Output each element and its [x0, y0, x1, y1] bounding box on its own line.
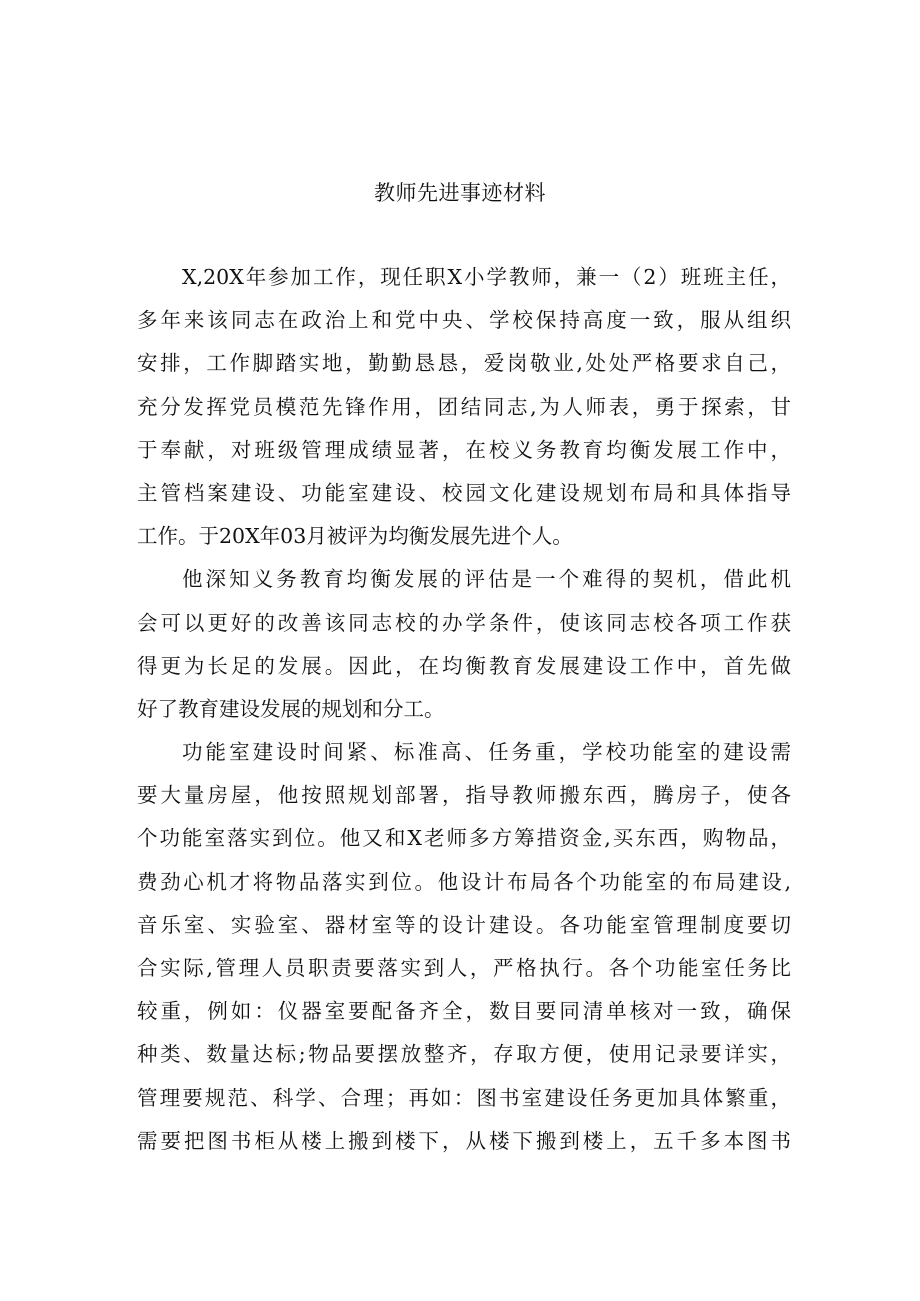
text-line: 主管档案建设、功能室建设、校园文化建设规划布局和具体指导 — [137, 480, 791, 505]
text-line: 个功能室落实到位。他又和X老师多方筹措资金,买东西，购物品， — [137, 826, 791, 851]
document-title: 教师先进事迹材料 — [374, 181, 546, 205]
text-line: 好了教育建设发展的规划和分工。 — [137, 696, 445, 721]
text-line: 较重，例如：仪器室要配备齐全，数目要同清单核对一致，确保 — [137, 999, 791, 1024]
text-line: 功能室建设时间紧、标准高、任务重，学校功能室的建设需 — [182, 740, 791, 765]
text-line: 音乐室、实验室、器材室等的设计建设。各功能室管理制度要切 — [137, 912, 791, 937]
text-line: 多年来该同志在政治上和党中央、学校保持高度一致，服从组织 — [137, 308, 791, 333]
text-line: 会可以更好的改善该同志校的办学条件，使该同志校各项工作获 — [137, 610, 791, 635]
text-line: 需要把图书柜从楼上搬到楼下，从楼下搬到楼上，五千多本图书 — [137, 1128, 791, 1153]
text-line: 工作。于20X年03月被评为均衡发展先进个人。 — [137, 524, 573, 549]
text-line: 安排，工作脚踏实地，勤勤恳恳，爱岗敬业,处处严格要求自己， — [137, 351, 791, 376]
text-line: 于奉献，对班级管理成绩显著，在校义务教育均衡发展工作中， — [137, 437, 791, 462]
text-line: 得更为长足的发展。因此，在均衡教育发展建设工作中，首先做 — [137, 653, 791, 678]
text-line: X,20X年参加工作，现任职X小学教师，兼一（2）班班主任， — [182, 265, 791, 289]
document-body — [137, 256, 791, 1163]
text-line: 管理要规范、科学、合理；再如：图书室建设任务更加具体繁重， — [137, 1085, 791, 1110]
text-line: 合实际,管理人员职责要落实到人，严格执行。各个功能室任务比 — [137, 956, 791, 980]
text-line: 种类、数量达标;物品要摆放整齐，存取方便，使用记录要详实， — [137, 1042, 791, 1067]
text-line: 他深知义务教育均衡发展的评估是一个难得的契机，借此机 — [182, 567, 791, 592]
text-line: 要大量房屋，他按照规划部署，指导教师搬东西，腾房子，使各 — [137, 783, 791, 808]
text-line: 费劲心机才将物品落实到位。他设计布局各个功能室的布局建设, — [137, 869, 791, 894]
text-line: 充分发挥党员模范先锋作用，团结同志,为人师表，勇于探索，甘 — [137, 394, 791, 419]
